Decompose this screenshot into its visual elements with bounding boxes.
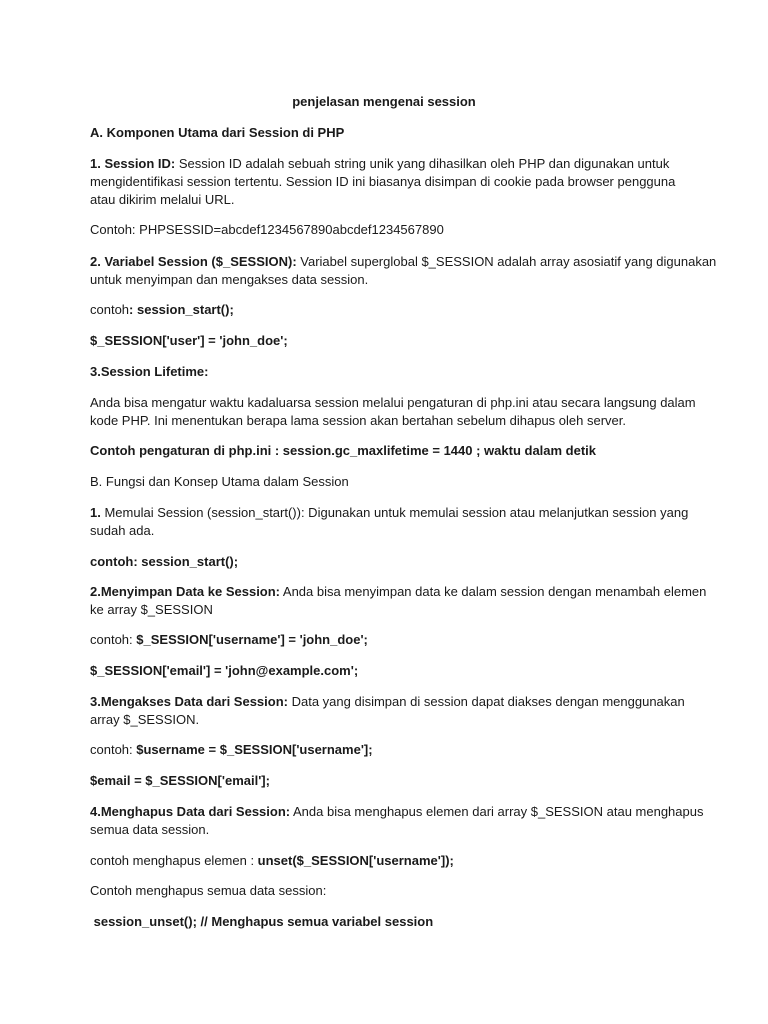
item3-label: 3.Session Lifetime: xyxy=(90,364,209,379)
item1-example: Contoh: PHPSESSID=abcdef1234567890abcdef1234567890 xyxy=(90,222,444,237)
b1-line1 xyxy=(90,504,690,522)
b2-line2: ke array $_SESSION xyxy=(90,602,213,617)
b4-example2: Contoh menghapus semua data session: xyxy=(90,883,327,898)
b3-example-prefix: contoh: xyxy=(90,742,137,757)
b4-line2: semua data session. xyxy=(90,822,210,837)
b3-example-code2: $email = $_SESSION['email']; xyxy=(90,773,270,788)
section-b-heading: B. Fungsi dan Konsep Utama dalam Session xyxy=(90,474,349,489)
b2-text: Anda bisa menyimpan data ke dalam session dengan menambah elemen xyxy=(280,584,707,599)
item1-label: 1. Session ID: xyxy=(90,156,176,171)
b4-example xyxy=(90,852,690,870)
item3-line2: kode PHP. Ini menentukan berapa lama session akan bertahan sebelum dihapus oleh server. xyxy=(90,413,626,428)
item2-line1 xyxy=(90,253,717,271)
b1-line2: sudah ada. xyxy=(90,523,155,538)
item1-line3: atau dikirim melalui URL. xyxy=(90,192,235,207)
b3-example-code: $username = $_SESSION['username']; xyxy=(136,742,373,757)
b1-example: contoh: session_start(); xyxy=(90,554,239,569)
b4-text: Anda bisa menghapus elemen dari array $_SESSION atau menghapus xyxy=(290,804,704,819)
b3-label: 3.Mengakses Data dari Session: xyxy=(90,694,288,709)
item2-example-code: : session_start(); xyxy=(129,302,234,317)
b4-example-code: unset($_SESSION['username']); xyxy=(257,853,454,868)
item1-text: Session ID adalah sebuah string unik yang dihasilkan oleh PHP dan digunakan untuk xyxy=(175,156,670,171)
b1-text: Memulai Session (session_start()): Digunakan untuk memulai session atau melanjutkan session yang xyxy=(100,505,689,520)
item2-text: Variabel superglobal $_SESSION adalah array asosiatif yang digunakan xyxy=(296,254,717,269)
b3-example xyxy=(90,741,690,759)
document-title: penjelasan mengenai session xyxy=(292,94,476,109)
b2-example-code: $_SESSION['username'] = 'john_doe'; xyxy=(136,632,368,647)
b4-label: 4.Menghapus Data dari Session: xyxy=(90,804,291,819)
b2-example xyxy=(90,631,690,649)
item2-example-prefix: contoh xyxy=(90,302,130,317)
b4-example-prefix: contoh menghapus elemen : xyxy=(90,853,258,868)
b1-label: 1. xyxy=(90,505,101,520)
item1-line1 xyxy=(90,155,690,173)
item2-label: 2. Variabel Session ($_SESSION): xyxy=(90,254,297,269)
item2-example-code2: $_SESSION['user'] = 'john_doe'; xyxy=(90,333,288,348)
b2-label: 2.Menyimpan Data ke Session: xyxy=(90,584,281,599)
section-a-heading: A. Komponen Utama dari Session di PHP xyxy=(90,125,345,140)
b4-line1 xyxy=(90,803,704,821)
b2-example-code2: $_SESSION['email'] = 'john@example.com'; xyxy=(90,663,359,678)
b2-example-prefix: contoh: xyxy=(90,632,137,647)
item1-line2: mengidentifikasi session tertentu. Session ID ini biasanya disimpan di cookie pada browser pengguna xyxy=(90,174,676,189)
b3-text: Data yang disimpan di session dapat diakses dengan menggunakan xyxy=(287,694,685,709)
item3-line1: Anda bisa mengatur waktu kadaluarsa session melalui pengaturan di php.ini atau secara langsung dalam xyxy=(90,395,696,410)
b3-line2: array $_SESSION. xyxy=(90,712,200,727)
b2-line1 xyxy=(90,583,707,601)
b4-example-code3: session_unset(); // Menghapus semua variabel session xyxy=(90,914,434,929)
item3-example: Contoh pengaturan di php.ini : session.gc_maxlifetime = 1440 ; waktu dalam detik xyxy=(90,443,597,458)
item2-line2: untuk menyimpan dan mengakses data session. xyxy=(90,272,369,287)
b3-line1 xyxy=(90,693,690,711)
item2-example xyxy=(90,301,690,319)
